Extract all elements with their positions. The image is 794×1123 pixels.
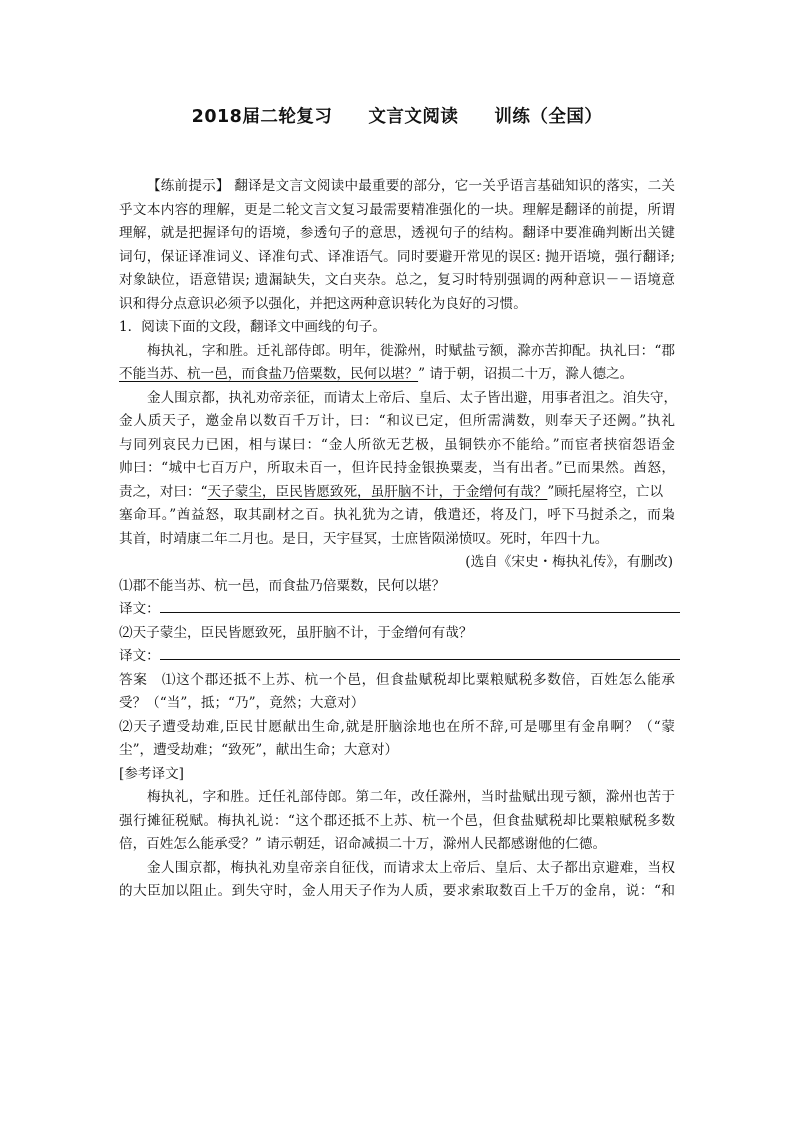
underlined-sentence: 天子蒙尘，臣民皆愿致死，虽肝脑不计，于金缯何有哉？ (207, 483, 548, 500)
question-text: ⑵天子蒙尘，臣民皆愿致死，虽肝脑不计，于金缯何有哉？ (119, 624, 473, 641)
passage-line (119, 481, 675, 505)
passage-line: 梅执礼，字和胜。迁礼部侍郎。明年，徙滁州，时赋盐亏额，滁亦苦抑配。执礼曰：“郡 (147, 342, 675, 359)
passage-text: 责之，对曰：“ (119, 483, 208, 500)
question-text: ⑴郡不能当苏、杭一邑，而食盐乃倍粟数，民何以堪？ (119, 577, 446, 594)
intro-line: 【练前提示】 翻译是文言文阅读中最重要的部分，它一关乎语言基础知识的落实，二关 (147, 178, 675, 194)
answer-text: 尘”，遭受劫难；“致死”，献出生命；大意对） (119, 742, 399, 758)
reference-heading: [参考译文] (119, 765, 184, 782)
answer-line (119, 598, 675, 622)
answer-label: 译文： (119, 648, 160, 664)
passage-line: 金人围京都，执礼劝帝亲征，而请太上帝后、皇后、太子皆出避，用事者沮之。洎失守， (147, 389, 678, 406)
question-heading: 1．阅读下面的文段，翻译文中画线的句子。 (119, 319, 386, 335)
intro-line: 乎文本内容的理解，更是二轮文言文复习最需要精准强化的一块。理解是翻译的前提，所谓 (119, 201, 675, 218)
translation-line: 倍，百姓怎么能承受？” 请示朝廷，诏命减损二十万，滁州人民都感谢他的仁德。 (119, 836, 607, 852)
intro-line: 词句，保证译准词义、译准句式、译准语气。同时要避开常见的误区: 抛开语境，强行翻译; (119, 248, 675, 265)
answer-text: 答案 ⑴这个郡还抵不上苏、杭一个邑，但食盐赋税却比粟粮赋税多数倍，百姓怎么能承 (119, 671, 675, 688)
passage-text: ” 请于朝，诏损二十万，滁人德之。 (418, 366, 634, 382)
answer-line (119, 645, 675, 669)
passage-line: 金人质天子，邀金帛以数百千万计，曰：“和议已定，但所需满数，则奉天子还阙。”执礼 (119, 413, 675, 429)
translation-line: 的大臣加以阻止。到失守时，金人用天子作为人质，要求索取数百上千万的金帛，说：“和 (119, 883, 675, 899)
answer-section (119, 669, 675, 763)
passage-source: (选自《宋史・梅执礼传》，有删改) (465, 554, 673, 570)
passage-line (119, 363, 675, 387)
passage-text: ”顾托屋将空，亡以 (547, 483, 664, 500)
intro-line: 对象缺位，语意错误; 遗漏缺失，文白夹杂。总之，复习时特别强调的两种意识－－语境意 (119, 272, 675, 288)
translation-line: 梅执礼，字和胜。迁任礼部侍郎。第二年，改任滁州，当时盐赋出现亏额，滁州也苦于 (147, 789, 675, 805)
document-body (119, 175, 678, 904)
underlined-sentence: 不能当苏、杭一邑，而食盐乃倍粟数，民何以堪？ (119, 366, 419, 382)
passage-line: 其首，时靖康二年二月也。是日，天宇昼冥，士庶皆陨涕愤叹。死时，年四十九。 (119, 530, 609, 547)
passage-line: 帅曰：“城中七百万户，所取未百一，但许民持金银换粟麦，当有出者。”已而果然。酋怒， (119, 460, 675, 476)
document-title: 2018届二轮复习 文言文阅读 训练（全国） (191, 107, 603, 127)
answer-label: 译文： (119, 601, 160, 617)
question-item (119, 575, 675, 622)
intro-line: 理解，就是把握译句的语境，参透句子的意思，透视句子的结构。翻译中要准确判断出关键 (119, 225, 675, 241)
translation-line: 金人围京都，梅执礼劝皇帝亲自征伐，而请求太上帝后、皇后、太子都出京避难，当权 (147, 859, 675, 876)
intro-paragraph (119, 175, 675, 316)
answer-blank[interactable] (160, 645, 680, 660)
intro-line: 识和得分点意识必须予以强化，并把这两种意识转化为良好的习惯。 (119, 295, 527, 312)
translation-line: 强行摊征税赋。梅执礼说：“这个郡还抵不上苏、杭一个邑，但食盐赋税却比粟粮赋税多数 (119, 812, 675, 829)
question-item (119, 622, 675, 669)
answer-text: ⑵天子遭受劫难,臣民甘愿献出生命,就是肝脑涂地也在所不辞,可是哪里有金帛啊？（“蒙 (119, 718, 675, 735)
passage-line: 塞命耳。”酋益怒，取其副材之百。执礼犹为之请，俄遣还，将及门，呼下马挝杀之，而枭 (119, 507, 675, 523)
answer-blank[interactable] (160, 598, 680, 613)
answer-text: 受？（“当”，抵；“乃”，竟然；大意对） (119, 695, 365, 711)
reference-translation (119, 786, 675, 904)
passage (119, 340, 678, 575)
passage-line: 与同列哀民力已困，相与谋曰：“金人所欲无艺极，虽铜铁亦不能给。”而宦者挟宿怨语金 (119, 436, 675, 453)
